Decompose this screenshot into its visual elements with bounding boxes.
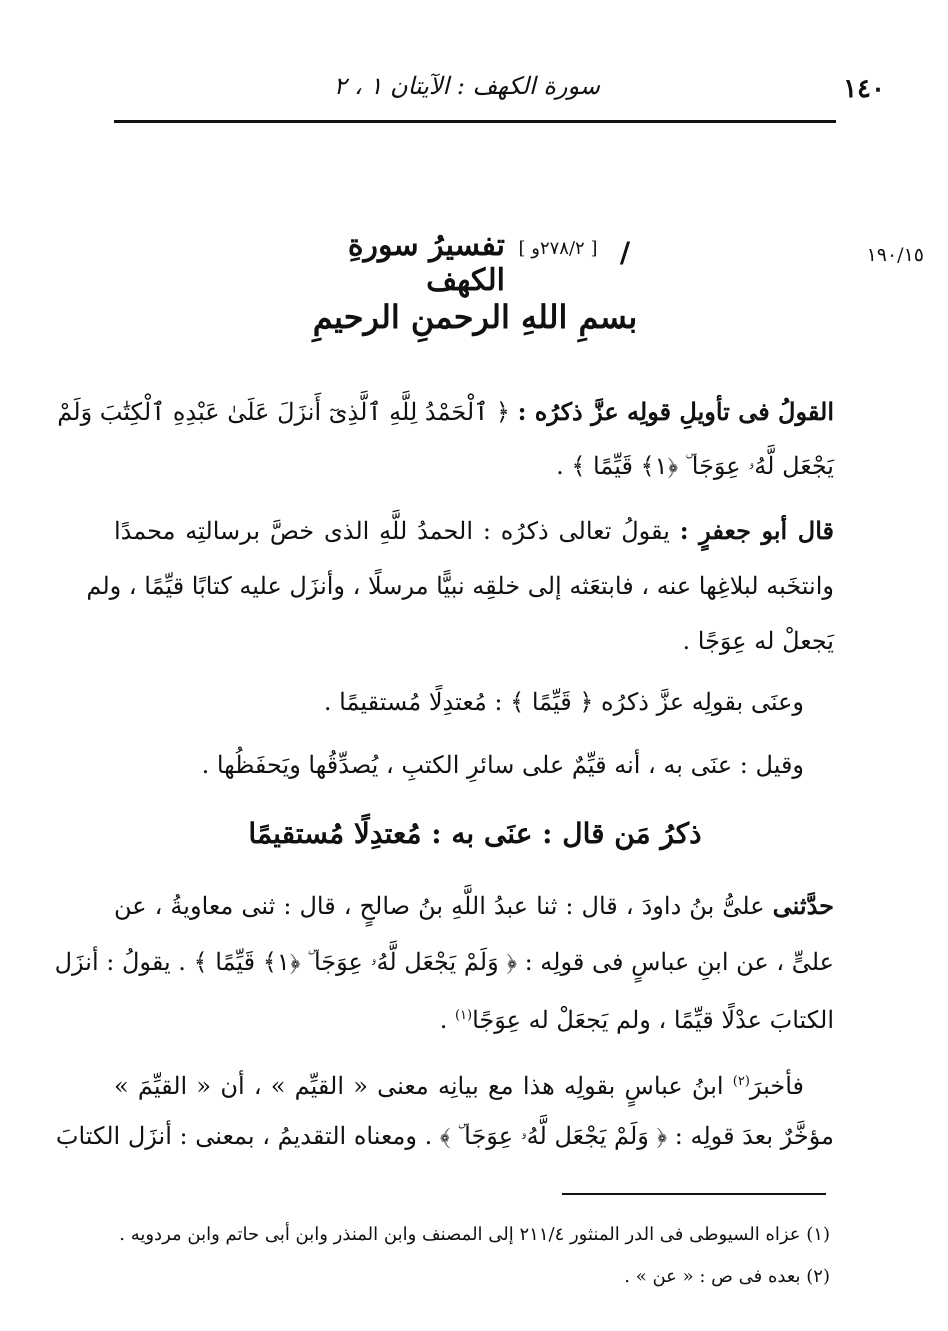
paragraph-2-line-3: يَجعلْ له عِوَجًا . [682,627,834,655]
paragraph-5-label: حدَّثنى [772,891,834,920]
paragraph-1-line-2: يَجْعَل لَّهُۥ عِوَجَا ۜ ﴿١﴾ قَيِّمًا ﴾ . [556,452,834,480]
header-rule [114,120,836,123]
paragraph-3: وعنَى بقولِه عزَّ ذكرُه ﴿ قَيِّمًا ﴾ : مُعتدِلًا مُستقيمًا . [323,688,804,716]
paragraph-5-line-2: علىٍّ ، عن ابنِ عباسٍ فى قولِه : ﴿ وَلَمْ يَجْعَل لَّهُۥ عِوَجَا ۜ ﴿١﴾ قَيِّمًا ﴾ . يقولُ : أنزَل [54,948,834,976]
basmala: بسمِ اللهِ الرحمنِ الرحيمِ [312,298,638,336]
page-number: ١٤٠ [843,74,885,104]
paragraph-6-start: فأخبرَ [749,1072,804,1100]
paragraph-5-text: علىُّ بنُ داودَ ، قال : ثنا عبدُ اللَّهِ بنُ صالحٍ ، قال : ثنى معاويةُ ، عن [114,892,765,920]
footnote-2: (٢) بعده فى ص : « عن » . [624,1266,830,1287]
paragraph-1-line-1 [57,386,834,438]
paragraph-4: وقيل : عنَى به ، أنه قيِّمٌ على سائرِ الكتبِ ، يُصدِّقُها ويَحفَظُها . [201,751,804,779]
page-break-marker: / [619,236,631,269]
surah-title: تفسيرُ سورةِ الكهف [347,228,505,298]
paragraph-5-line-3 [114,990,834,1042]
paragraph-2-text: يقولُ تعالى ذكرُه : الحمدُ للَّهِ الذى خصَّ برسالتِه محمدًا [114,517,670,545]
paragraph-6-line-1 [114,1056,804,1108]
paragraph-5-line-1 [114,880,834,932]
paragraph-5-period: . [439,1006,455,1034]
paragraph-2-line-2: وانتخَبه لبلاغِها عنه ، فابتعَثه إلى خلقِه نبيًّا مرسلًا ، وأنزَل عليه كتابًا قيِّمًا ، ولم [86,572,834,600]
footnote-rule [562,1193,826,1195]
section-subheading: ذكرُ مَن قال : عنَى به : مُعتدِلًا مُستقيمًا [248,817,702,850]
footnote-marker-1: (١) [454,1008,473,1023]
paragraph-2-label: قال أبو جعفرٍ : [679,516,834,545]
footnote-marker-2: (٢) [732,1074,750,1089]
paragraph-1-label: القولُ فى تأويلِ قولِه عزَّ ذكرُه : [517,397,834,426]
margin-reference: ١٩٠/١٥ [866,244,924,266]
running-title: سورة الكهف : الآيتان ١ ، ٢ [333,72,600,100]
paragraph-2-line-1 [114,505,834,557]
paragraph-6-line-2: مؤخَّرٌ بعدَ قولِه : ﴿ وَلَمْ يَجْعَل لَّهُۥ عِوَجَا ۜ ﴾ . ومعناه التقديمُ ، بمعنى : أنزَل الكتابَ [55,1122,834,1150]
manuscript-reference: [ ٢٧٨/٢و ] [518,238,598,259]
footnote-1: (١) عزاه السيوطى فى الدر المنثور ٢١١/٤ إلى المصنف وابن المنذر وابن أبى حاتم وابن مردويه . [119,1224,830,1245]
paragraph-6-text: ابنُ عباسٍ بقولِه هذا مع بيانِه معنى « القيِّم » ، أن « القيِّمَ » [114,1072,733,1100]
quran-verse: ﴿ ٱلْحَمْدُ لِلَّهِ ٱلَّذِىٓ أَنزَلَ عَلَىٰ عَبْدِهِ ٱلْكِتَٰبَ وَلَمْ [57,398,510,426]
paragraph-5-text-end: الكتابَ عدْلًا قيِّمًا ، ولم يَجعَلْ له عِوَجًا [472,1006,834,1034]
